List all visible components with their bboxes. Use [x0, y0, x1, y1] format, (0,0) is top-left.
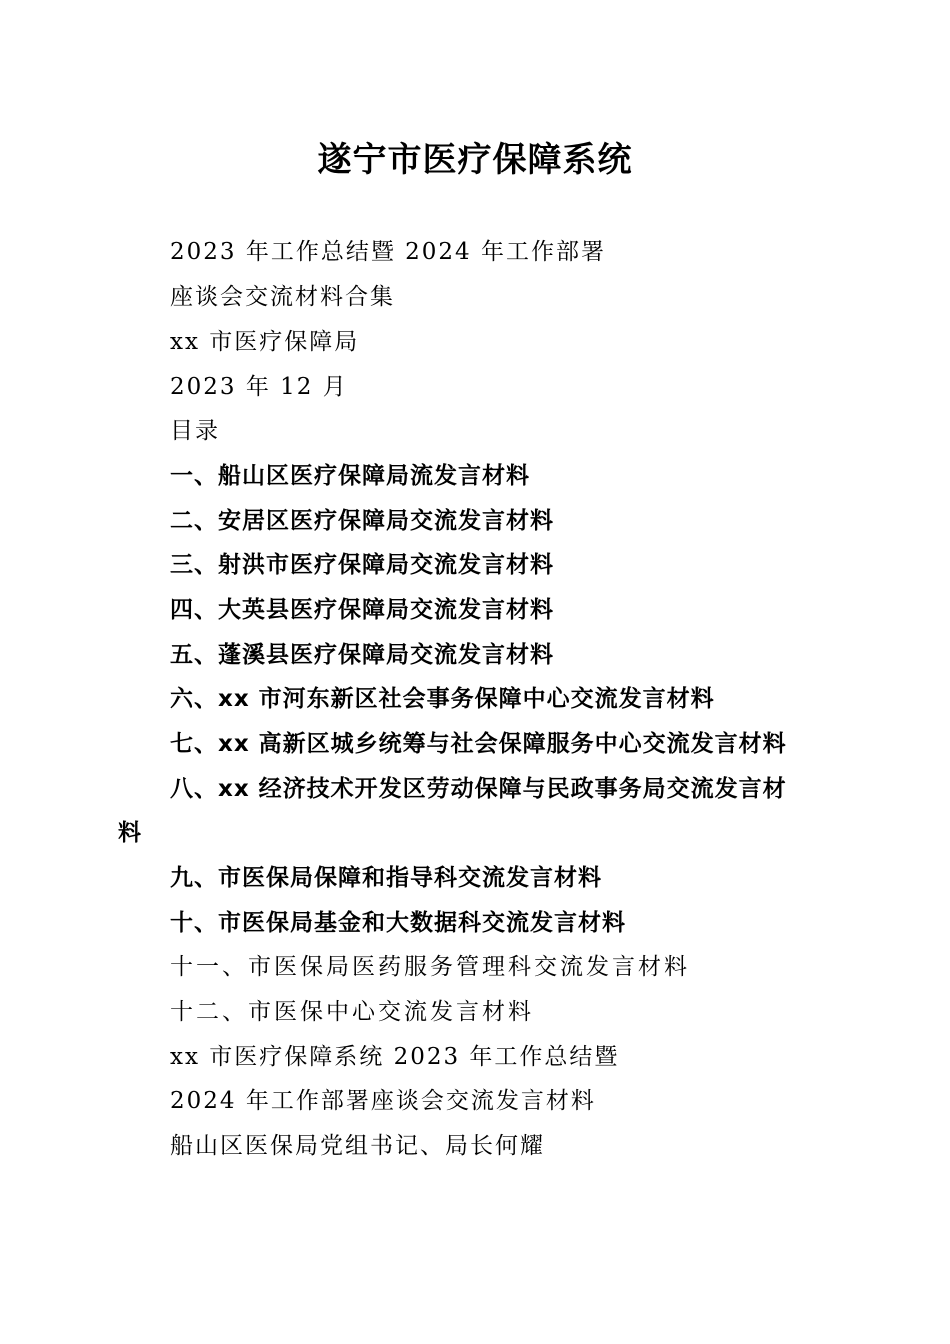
section-title-line-1: xx 市医疗保障系统 2023 年工作总结暨	[170, 1044, 620, 1070]
toc-item-5: 五、蓬溪县医疗保障局交流发言材料	[170, 642, 554, 668]
toc-heading: 目录	[170, 418, 220, 444]
toc-item-1: 一、船山区医疗保障局流发言材料	[170, 463, 530, 489]
toc-item-8-continued: 料	[118, 820, 141, 846]
subtitle-line-1: 2023 年工作总结暨 2024 年工作部署	[170, 239, 606, 265]
toc-item-2: 二、安居区医疗保障局交流发言材料	[170, 508, 554, 534]
toc-item-11: 十一、市医保局医药服务管理科交流发言材料	[170, 954, 690, 980]
toc-item-4: 四、大英县医疗保障局交流发言材料	[170, 597, 554, 623]
toc-item-6: 六、xx 市河东新区社会事务保障中心交流发言材料	[170, 686, 715, 712]
toc-item-12: 十二、市医保中心交流发言材料	[170, 999, 534, 1025]
issuer: xx 市医疗保障局	[170, 329, 360, 355]
toc-item-3: 三、射洪市医疗保障局交流发言材料	[170, 552, 554, 578]
toc-item-8: 八、xx 经济技术开发区劳动保障与民政事务局交流发言材	[170, 776, 787, 802]
subtitle-line-2: 座谈会交流材料合集	[170, 284, 395, 310]
section-title-line-2: 2024 年工作部署座谈会交流发言材料	[170, 1088, 596, 1114]
toc-item-10: 十、市医保局基金和大数据科交流发言材料	[170, 910, 626, 936]
issue-date: 2023 年 12 月	[170, 374, 348, 400]
toc-item-9: 九、市医保局保障和指导科交流发言材料	[170, 865, 602, 891]
document-title: 遂宁市医疗保障系统	[317, 140, 633, 180]
speaker-byline: 船山区医保局党组书记、局长何耀	[170, 1133, 545, 1159]
toc-item-7: 七、xx 高新区城乡统筹与社会保障服务中心交流发言材料	[170, 731, 787, 757]
